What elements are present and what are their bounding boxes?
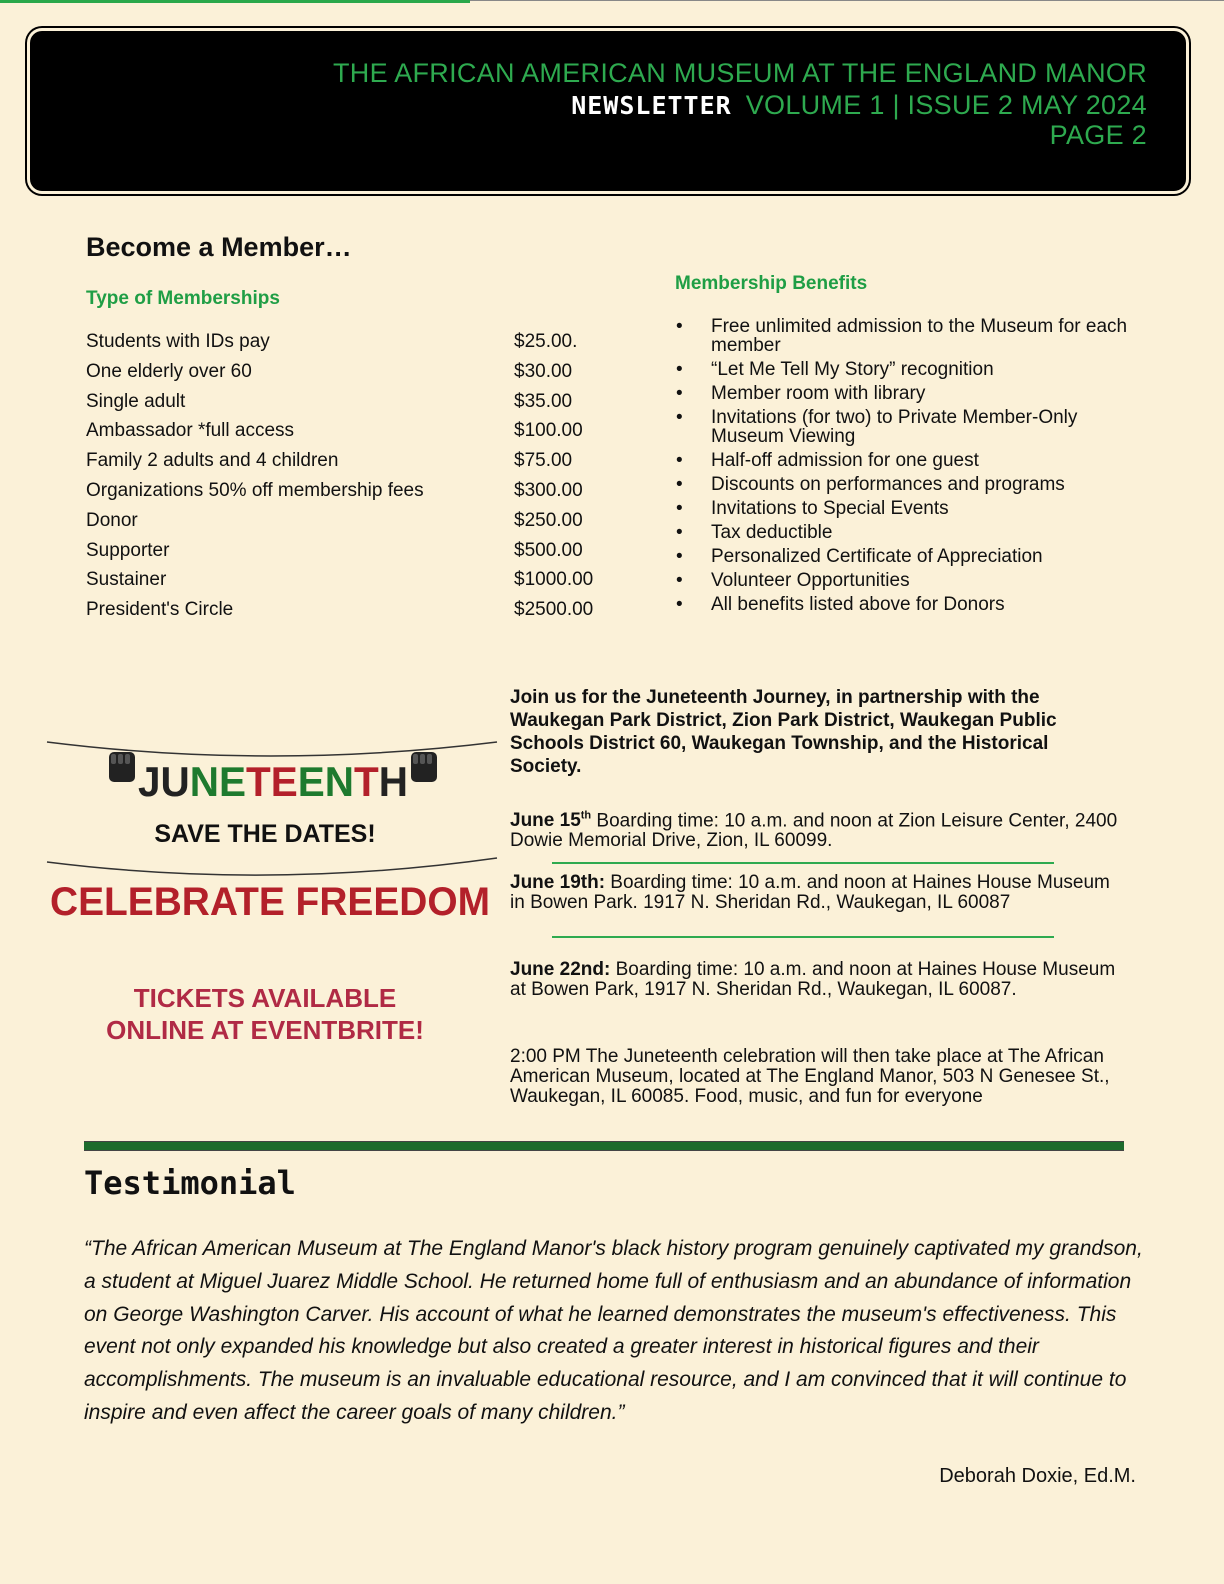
membership-price: $500.00	[514, 539, 583, 561]
testimonial-author: Deborah Doxie, Ed.M.	[939, 1465, 1136, 1487]
raised-fist-icon	[109, 752, 135, 782]
membership-price: $100.00	[514, 420, 583, 442]
event-date-text: June 15	[510, 810, 581, 832]
celebration-details: 2:00 PM The Juneteenth celebration will then take place at The African American Museum, located at The England Manor, 503 N Genesee St., Waukegan, IL 60085. Food, music, and fun for everyone	[510, 1046, 1110, 1107]
membership-price: $2500.00	[514, 599, 594, 621]
membership-type-row	[86, 331, 646, 361]
membership-price: $35.00	[514, 390, 573, 412]
benefit-item: • Half-off admission for one guest	[676, 451, 1146, 470]
event-date: June 19th:	[510, 872, 606, 893]
membership-type-name: Supporter	[86, 539, 170, 561]
benefit-item: • Personalized Certificate of Appreciation	[676, 547, 1146, 566]
types-heading: Type of Memberships	[86, 288, 280, 309]
event-june-19	[510, 873, 1120, 913]
top-accent-line	[0, 0, 470, 3]
save-the-dates: SAVE THE DATES!	[154, 820, 376, 848]
membership-type-row	[86, 599, 646, 629]
benefit-item: • All benefits listed above for Donors	[676, 595, 1146, 614]
membership-type-row	[86, 540, 646, 570]
benefit-item: • Member room with library	[676, 384, 1146, 403]
membership-price: $1000.00	[514, 569, 594, 591]
event-june-15	[510, 806, 1120, 851]
membership-type-row	[86, 420, 646, 450]
tickets-notice	[48, 982, 482, 1046]
membership-type-row	[86, 361, 646, 391]
event-details: Boarding time: 10 a.m. and noon at Haines House Museum at Bowen Park, 1917 N. Sheridan Rd., Waukegan, IL 60087.	[510, 959, 1116, 1000]
juneteenth-word: JUNETEENTH	[138, 758, 410, 805]
museum-title: THE AFRICAN AMERICAN MUSEUM AT THE ENGLAND MANOR	[332, 58, 1147, 88]
benefit-item: • Invitations to Special Events	[676, 499, 1146, 518]
become-member-heading: Become a Member…	[86, 232, 352, 262]
membership-price: $300.00	[514, 479, 583, 501]
benefit-item: • Discounts on performances and programs	[676, 475, 1146, 494]
banner-string	[47, 858, 497, 875]
event-details: Boarding time: 10 a.m. and noon at Haines House Museum in Bowen Park. 1917 N. Sheridan Rd., Waukegan, IL 60087	[510, 872, 1110, 913]
membership-type-name: One elderly over 60	[86, 360, 252, 382]
membership-price: $250.00	[514, 509, 583, 531]
membership-price: $75.00	[514, 450, 573, 472]
benefit-item: • Volunteer Opportunities	[676, 571, 1146, 590]
benefit-item: • Invitations (for two) to Private Member-Only Museum Viewing	[676, 408, 1146, 446]
benefit-item: • Tax deductible	[676, 523, 1146, 542]
tickets-line-2: ONLINE AT EVENTBRITE!	[106, 1015, 424, 1045]
section-divider	[84, 1141, 1124, 1151]
newsletter-header	[30, 31, 1186, 191]
membership-type-row	[86, 480, 646, 510]
event-date-suffix: th	[580, 810, 592, 822]
membership-type-name: Single adult	[86, 390, 186, 412]
membership-price: $30.00	[514, 360, 573, 382]
membership-type-name: Students with IDs pay	[86, 331, 270, 352]
membership-type-name: Ambassador *full access	[86, 420, 295, 442]
juneteenth-intro: Join us for the Juneteenth Journey, in partnership with the Waukegan Park District, Zion Park District, Waukegan Public Schools District 60, Waukegan Township, and the Historical Society.	[510, 687, 1057, 777]
tickets-line-1: TICKETS AVAILABLE	[133, 983, 397, 1013]
event-date: June 22nd:	[510, 959, 611, 980]
volume-issue-date: VOLUME 1 | ISSUE 2 MAY 2024	[745, 90, 1147, 120]
membership-type-name: Family 2 adults and 4 children	[86, 450, 339, 472]
testimonial-heading: Testimonial	[84, 1164, 296, 1202]
event-date	[510, 810, 591, 831]
event-divider	[552, 936, 1054, 938]
membership-type-name: Organizations 50% off membership fees	[86, 479, 424, 501]
top-thin-line	[470, 0, 1224, 1]
membership-type-row	[86, 391, 646, 421]
membership-type-row	[86, 510, 646, 540]
event-june-22	[510, 960, 1120, 1000]
membership-price: $25.00.	[514, 331, 578, 352]
membership-type-name: President's Circle	[86, 599, 234, 621]
newsletter-label: NEWSLETTER	[571, 91, 732, 120]
membership-type-row	[86, 450, 646, 480]
raised-fist-icon	[411, 752, 437, 782]
celebrate-freedom-banner: CELEBRATE FREEDOM	[50, 880, 490, 924]
benefits-heading: Membership Benefits	[675, 273, 868, 294]
membership-benefits-list	[676, 317, 1146, 619]
event-details: Boarding time: 10 a.m. and noon at Zion Leisure Center, 2400 Dowie Memorial Drive, Zion, IL 60099.	[510, 810, 1118, 852]
membership-types-list	[86, 331, 646, 629]
testimonial-quote: “The African American Museum at The England Manor's black history program genuinely captivated my grandson, a student at Miguel Juarez Middle School. He returned home full of enthusiasm and an abundance of information on George Washington Carver. His account of what he learned demonstrates the museum's effectiveness. This event not only expanded his knowledge but also created a greater interest in historical figures and their accomplishments. The museum is an invaluable educational resource, and I am convinced that it will continue to inspire and even affect the career goals of many children.”	[84, 1237, 1143, 1424]
page-number: PAGE 2	[1049, 120, 1147, 150]
membership-type-name: Donor	[86, 509, 138, 531]
membership-type-row	[86, 569, 646, 599]
benefit-item: • “Let Me Tell My Story” recognition	[676, 360, 1146, 379]
event-divider	[552, 862, 1054, 864]
membership-type-name: Sustainer	[86, 569, 167, 591]
benefit-item: • Free unlimited admission to the Museum for each member	[676, 317, 1146, 355]
issue-line	[571, 90, 1147, 121]
